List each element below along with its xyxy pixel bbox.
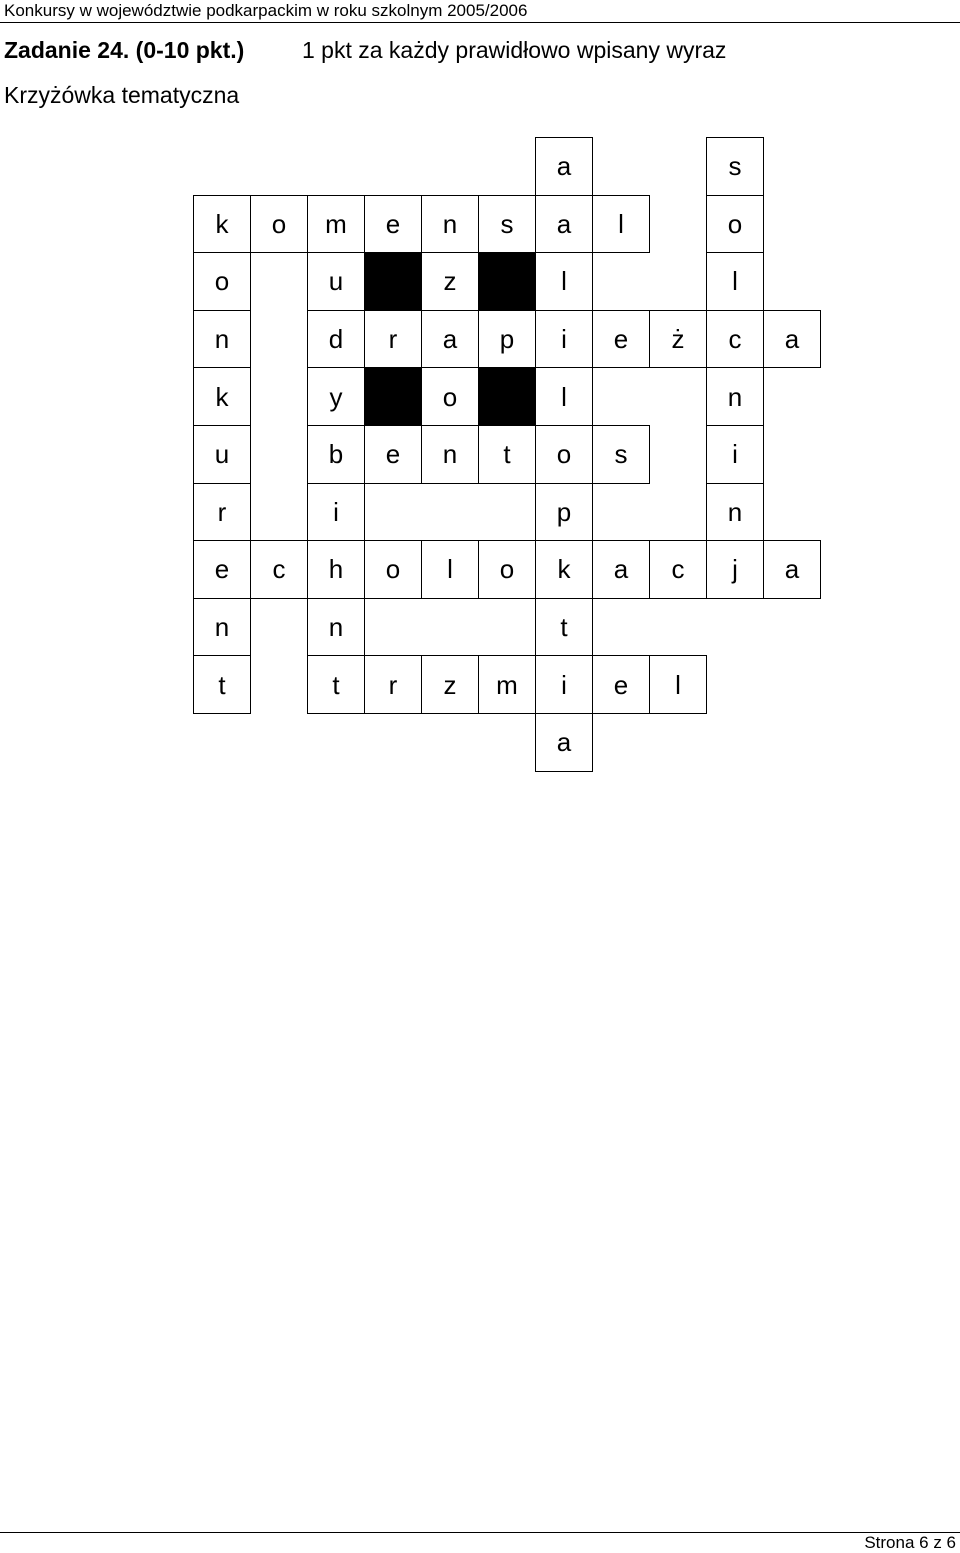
scoring-note: 1 pkt za każdy prawidłowo wpisany wyraz xyxy=(302,37,727,63)
crossword-letter-cell: t xyxy=(307,655,365,714)
crossword-letter-cell: c xyxy=(649,540,707,599)
page-number: Strona 6 z 6 xyxy=(864,1533,956,1552)
crossword-black-cell xyxy=(478,367,536,426)
task-title: Zadanie 24. (0-10 pkt.) xyxy=(4,37,245,63)
crossword-black-cell xyxy=(364,252,422,311)
crossword-letter-cell: z xyxy=(421,655,479,714)
crossword-letter-cell: k xyxy=(193,367,251,426)
crossword-letter-cell: z xyxy=(421,252,479,311)
crossword-letter-cell: m xyxy=(307,195,365,254)
crossword-black-cell xyxy=(478,252,536,311)
crossword-letter-cell: r xyxy=(193,483,251,542)
crossword-letter-cell: o xyxy=(421,367,479,426)
crossword-black-cell xyxy=(364,367,422,426)
crossword-letter-cell: n xyxy=(193,598,251,657)
crossword-letter-cell: o xyxy=(364,540,422,599)
crossword-letter-cell: n xyxy=(706,483,764,542)
crossword-letter-cell: a xyxy=(421,310,479,369)
crossword-letter-cell: u xyxy=(193,425,251,484)
crossword-letter-cell: m xyxy=(478,655,536,714)
crossword-letter-cell: i xyxy=(307,483,365,542)
crossword-letter-cell: l xyxy=(535,252,593,311)
crossword-letter-cell: a xyxy=(763,310,821,369)
crossword-letter-cell: s xyxy=(478,195,536,254)
crossword-letter-cell: y xyxy=(307,367,365,426)
crossword-letter-cell: p xyxy=(478,310,536,369)
crossword-letter-cell: r xyxy=(364,655,422,714)
crossword-letter-cell: a xyxy=(763,540,821,599)
crossword-letter-cell: t xyxy=(193,655,251,714)
crossword-letter-cell: e xyxy=(364,425,422,484)
crossword-letter-cell: e xyxy=(592,310,650,369)
crossword-letter-cell: a xyxy=(592,540,650,599)
crossword-letter-cell: o xyxy=(535,425,593,484)
crossword-letter-cell: n xyxy=(307,598,365,657)
crossword-letter-cell: i xyxy=(535,310,593,369)
crossword-letter-cell: n xyxy=(193,310,251,369)
crossword-letter-cell: o xyxy=(250,195,308,254)
crossword-letter-cell: l xyxy=(649,655,707,714)
crossword-letter-cell: c xyxy=(706,310,764,369)
crossword-letter-cell: l xyxy=(535,367,593,426)
crossword-letter-cell: t xyxy=(478,425,536,484)
crossword-letter-cell: a xyxy=(535,137,593,196)
crossword-letter-cell: e xyxy=(592,655,650,714)
crossword-letter-cell: e xyxy=(193,540,251,599)
running-header: Konkursy w województwie podkarpackim w roku szkolnym 2005/2006 xyxy=(4,1,528,20)
crossword-letter-cell: l xyxy=(706,252,764,311)
crossword-letter-cell: n xyxy=(421,195,479,254)
crossword-letter-cell: e xyxy=(364,195,422,254)
footer-divider xyxy=(0,1532,960,1533)
crossword-letter-cell: u xyxy=(307,252,365,311)
crossword-letter-cell: d xyxy=(307,310,365,369)
crossword-letter-cell: o xyxy=(478,540,536,599)
crossword-letter-cell: s xyxy=(592,425,650,484)
puzzle-title: Krzyżówka tematyczna xyxy=(4,82,240,108)
crossword-letter-cell: k xyxy=(535,540,593,599)
crossword-letter-cell: a xyxy=(535,195,593,254)
crossword-letter-cell: i xyxy=(706,425,764,484)
crossword-letter-cell: l xyxy=(421,540,479,599)
crossword-letter-cell: l xyxy=(592,195,650,254)
crossword-letter-cell: p xyxy=(535,483,593,542)
crossword-letter-cell: ż xyxy=(649,310,707,369)
crossword-letter-cell: c xyxy=(250,540,308,599)
crossword-letter-cell: n xyxy=(421,425,479,484)
crossword-letter-cell: h xyxy=(307,540,365,599)
crossword-letter-cell: t xyxy=(535,598,593,657)
crossword-letter-cell: n xyxy=(706,367,764,426)
crossword-letter-cell: r xyxy=(364,310,422,369)
crossword-letter-cell: j xyxy=(706,540,764,599)
crossword-letter-cell: k xyxy=(193,195,251,254)
crossword-letter-cell: s xyxy=(706,137,764,196)
crossword-letter-cell: o xyxy=(193,252,251,311)
crossword-letter-cell: o xyxy=(706,195,764,254)
crossword-letter-cell: b xyxy=(307,425,365,484)
crossword-letter-cell: i xyxy=(535,655,593,714)
crossword-letter-cell: a xyxy=(535,713,593,772)
